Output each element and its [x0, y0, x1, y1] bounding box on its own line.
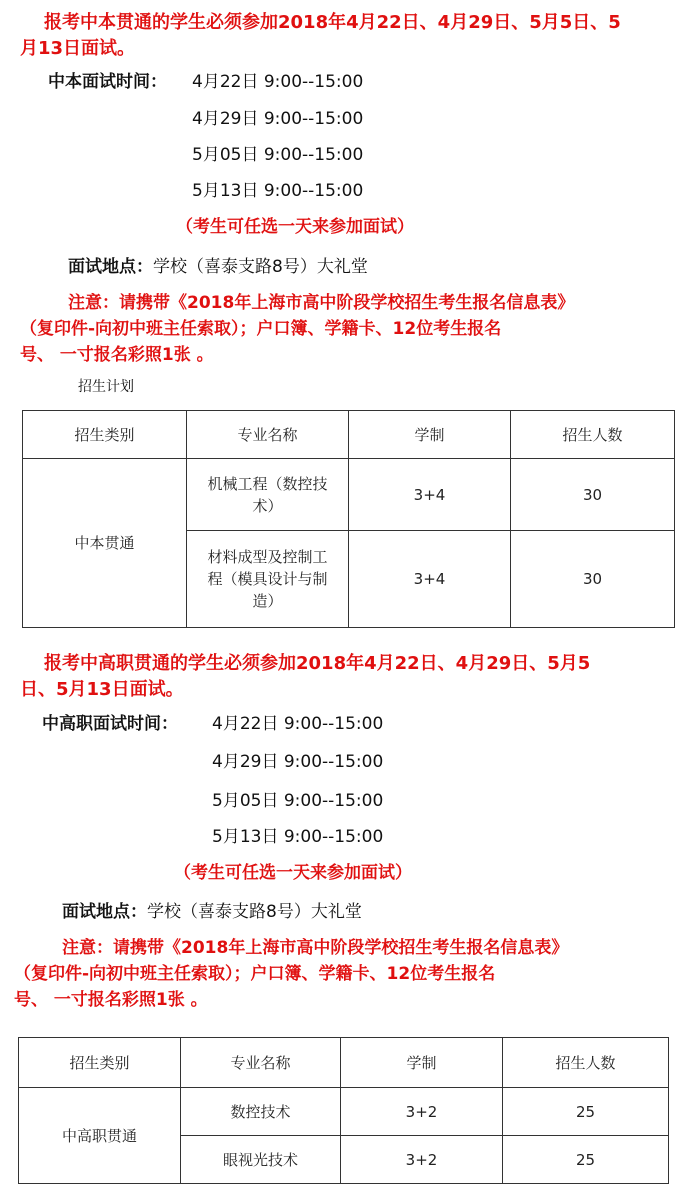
- interview-time: 4月22日 9:00--15:00: [212, 714, 384, 734]
- attention-line-1: [68, 291, 574, 315]
- location-value: 学校（喜泰支路8号）大礼堂: [147, 902, 362, 922]
- header-duration: 学制: [349, 411, 511, 459]
- interview-time: 5月13日 9:00--15:00: [192, 181, 364, 201]
- interview-location: [62, 900, 362, 924]
- notice-line-2: 月13日面试。: [20, 38, 136, 59]
- interview-location: [68, 255, 368, 279]
- attention-line-3: 号、 一寸报名彩照1张 。: [20, 345, 214, 365]
- table-header-row: [19, 1038, 669, 1088]
- location-value: 学校（喜泰支路8号）大礼堂: [153, 257, 368, 277]
- table-row: [23, 459, 675, 531]
- choose-any-day-note: （考生可任选一天来参加面试）: [176, 217, 414, 237]
- quota-cell: 30: [511, 531, 675, 628]
- interview-time: 4月29日 9:00--15:00: [212, 752, 384, 772]
- attention-line-2: （复印件-向初中班主任索取）；户口簿、学籍卡、12位考生报名: [20, 319, 502, 339]
- attention-text: 请携带《2018年上海市高中阶段学校招生考生报名信息表》: [113, 938, 569, 958]
- interview-times-label: 中本面试时间：: [48, 72, 167, 92]
- choose-any-day-note: （考生可任选一天来参加面试）: [174, 863, 412, 883]
- notice-line-1: 报考中本贯通的学生必须参加2018年4月22日、4月29日、5月5日、5: [44, 12, 621, 33]
- table-header-row: [23, 411, 675, 459]
- major-cell: 机械工程（数控技术）: [187, 459, 349, 531]
- plan-caption: 招生计划: [78, 379, 134, 395]
- notice-line-1: 报考中高职贯通的学生必须参加2018年4月22日、4月29日、5月5: [44, 653, 591, 674]
- category-cell: 中本贯通: [23, 459, 187, 628]
- enrollment-plan-table-2: [18, 1037, 669, 1184]
- enrollment-plan-table-1: [22, 410, 675, 628]
- major-cell: 眼视光技术: [181, 1136, 341, 1184]
- header-quota: 招生人数: [511, 411, 675, 459]
- interview-time: 5月13日 9:00--15:00: [212, 827, 384, 847]
- quota-cell: 25: [503, 1088, 669, 1136]
- quota-cell: 25: [503, 1136, 669, 1184]
- attention-line-3: 号、 一寸报名彩照1张 。: [14, 990, 208, 1010]
- table-row: [19, 1088, 669, 1136]
- interview-time: 5月05日 9:00--15:00: [192, 145, 364, 165]
- duration-cell: 3+4: [349, 531, 511, 628]
- major-cell: 数控技术: [181, 1088, 341, 1136]
- header-quota: 招生人数: [503, 1038, 669, 1088]
- header-category: 招生类别: [19, 1038, 181, 1088]
- duration-cell: 3+2: [341, 1088, 503, 1136]
- attention-label: 注意：: [62, 938, 113, 958]
- header-major: 专业名称: [187, 411, 349, 459]
- duration-cell: 3+2: [341, 1136, 503, 1184]
- attention-text: 请携带《2018年上海市高中阶段学校招生考生报名信息表》: [119, 293, 575, 313]
- header-category: 招生类别: [23, 411, 187, 459]
- header-duration: 学制: [341, 1038, 503, 1088]
- interview-time: 4月22日 9:00--15:00: [192, 72, 364, 92]
- attention-label: 注意：: [68, 293, 119, 313]
- category-cell: 中高职贯通: [19, 1088, 181, 1184]
- location-label: 面试地点：: [62, 902, 147, 922]
- interview-times-label: 中高职面试时间：: [42, 714, 178, 734]
- location-label: 面试地点：: [68, 257, 153, 277]
- interview-time: 5月05日 9:00--15:00: [212, 791, 384, 811]
- header-major: 专业名称: [181, 1038, 341, 1088]
- quota-cell: 30: [511, 459, 675, 531]
- notice-line-2: 日、5月13日面试。: [20, 679, 184, 700]
- attention-line-2: （复印件-向初中班主任索取）；户口簿、学籍卡、12位考生报名: [14, 964, 496, 984]
- interview-time: 4月29日 9:00--15:00: [192, 109, 364, 129]
- major-cell: 材料成型及控制工程（模具设计与制造）: [187, 531, 349, 628]
- attention-line-1: [62, 936, 568, 960]
- duration-cell: 3+4: [349, 459, 511, 531]
